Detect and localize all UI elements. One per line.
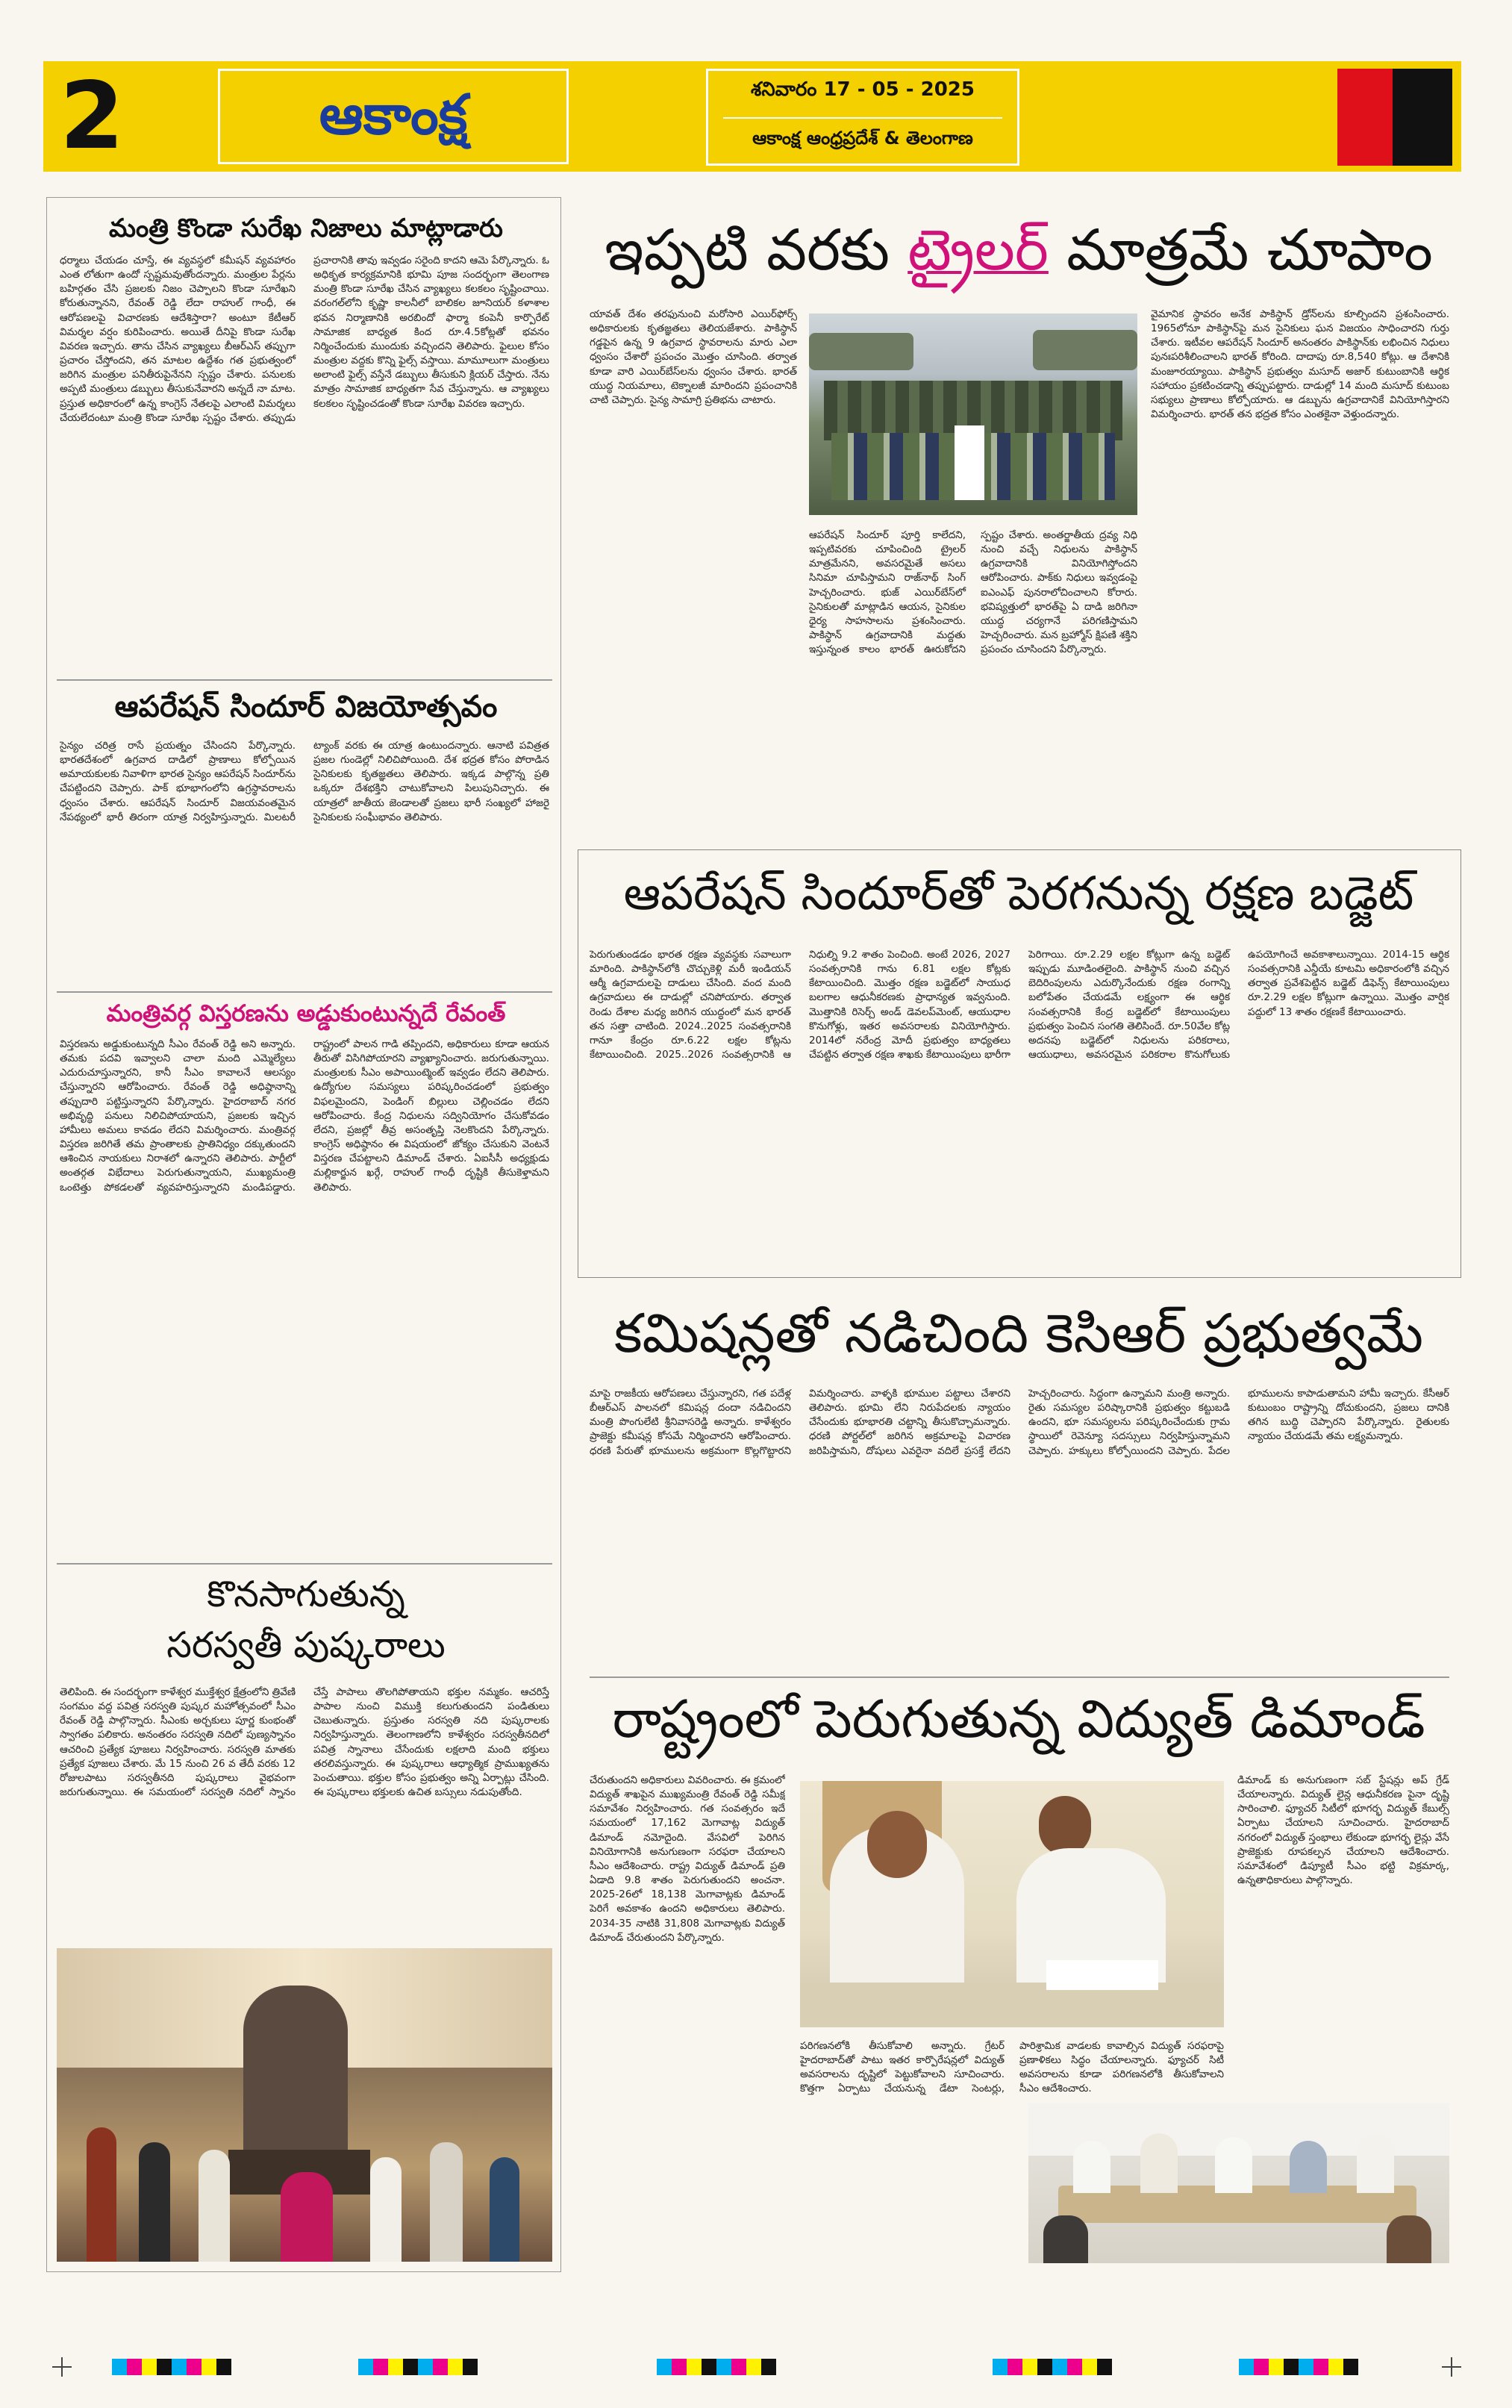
color-swatch (187, 2359, 202, 2375)
pushkaralu-photo (57, 1948, 552, 2262)
trailer-body-left: యావత్ దేశం తరఫునుంచి మరోసారి ఎయిర్‌ఫోర్స్ అధికారులకు కృతజ్ఞతలు తెలియజేశారు. పాకిస్థాన్ గడ్డపైన ఉన్న 9 ఉగ్రవాద స్థావరాలను మారు ఎలా ధ్వంసం చేశారో ప్రపంచం మొత్తం చూసింది. తర్వాత కూడా వారి ఎయిర్‌బేస్‌లను ధ్వంసం చేశారు. భారత్ యుద్ధ నియమాలు, టెక్నాలజీ మారిందని ప్రపంచానికి చాటి చెప్పారు. సైన్య సామాగ్రి ప్రతిభను చాటారు. (590, 308, 797, 406)
black-block (1393, 69, 1452, 166)
color-swatch (1269, 2359, 1284, 2375)
logo-text: ఆకాంక్ష (319, 83, 468, 147)
konda-headline: మంత్రి కొండా సురేఖ నిజాలు మాట్లాడారు (109, 213, 503, 243)
color-swatch (1313, 2359, 1328, 2375)
trailer-headline-part1: ఇప్పటి వరకు (605, 216, 908, 283)
trailer-body-mid: ఆపరేషన్ సిందూర్ పూర్తి కాలేదని, ఇప్పటివరకు చూపించింది ట్రైలర్ మాత్రమేనని, అవసరమైతే అసలు సినిమా చూపిస్తామని రాజ్‌నాథ్ సింగ్ హెచ్చరించారు. భుజ్ ఎయిర్‌బేస్‌లో సైనికులతో మాట్లాడిన ఆయన, సైనికుల ధైర్య సాహసాలను ప్రశంసించారు. పాకిస్థాన్ ఉగ్రవాదానికి మద్దతు ఇస్తున్నంత కాలం భారత్ ఊరుకోదని స్పష్టం చేశారు. అంతర్జాతీయ ద్రవ్య నిధి నుంచి వచ్చే నిధులను పాకిస్థాన్ ఉగ్రవాదానికి వినియోగిస్తోందని ఆరోపించారు. పాక్‌కు నిధులు ఇవ్వడంపై ఐఎంఎఫ్ పునరాలోచించాలని కోరారు. భవిష్యత్తులో భారత్‌పై ఏ దాడి జరిగినా యుద్ధ చర్యగానే పరిగణిస్తామని హెచ్చరించారు. మన బ్రహ్మోస్ క్షిపణి శక్తిని ప్రపంచం చూసిందని పేర్కొన్నారు. (809, 529, 1137, 656)
registration-mark (52, 2357, 72, 2377)
trailer-headline (575, 216, 1463, 297)
power-body-left: చేరుతుందని అధికారులు వివరించారు. ఈ క్రమంలో విద్యుత్ శాఖపైన ముఖ్యమంత్రి రేవంత్ రెడ్డి సమీక్ష సమావేశం నిర్వహించారు. గత సంవత్సరం ఇదే సమయంలో 17,162 మెగావాట్ల విద్యుత్ డిమాండ్ నమోదైంది. వేసవిలో పెరిగిన వినియోగానికి అనుగుణంగా సరఫరా చేయాలని సీఎం ఆదేశించారు. రాష్ట్ర విద్యుత్ డిమాండ్ ప్రతి ఏడాది 9.8 శాతం పెరుగుతుందని అంచనా. 2025-26లో 18,138 మెగావాట్లకు డిమాండ్ పెరిగే అవకాశం ఉందని అధికారులు తెలిపారు. 2034-35 నాటికి 31,808 మెగావాట్లకు విద్యుత్ డిమాండ్ చేరుతుందని పేర్కొన్నారు. (590, 1774, 785, 1944)
color-swatch (1067, 2359, 1082, 2375)
color-swatch (388, 2359, 403, 2375)
power-body-mid: పరిగణనలోకి తీసుకోవాలి అన్నారు. గ్రేటర్ హైదరాబాద్‌తో పాటు ఇతర కార్పొరేషన్లలో విద్యుత్ అవసరాలను దృష్టిలో పెట్టుకోవాలని సూచించారు. కొత్తగా ఏర్పాటు చేయనున్న డేటా సెంటర్లు, పారిశ్రామిక వాడలకు కావాల్సిన విద్యుత్ సరఫరాపై ప్రణాళికలు సిద్ధం చేయాలన్నారు. ఫ్యూచర్ సిటీ అవసరాలను కూడా పరిగణనలోకి తీసుకోవాలని సీఎం ఆదేశించారు. (800, 2040, 1224, 2095)
color-bar (993, 2359, 1112, 2375)
dateline-box (706, 69, 1019, 166)
color-swatch (993, 2359, 1008, 2375)
color-swatch (761, 2359, 776, 2375)
color-bar (112, 2359, 231, 2375)
trailer-photo (809, 314, 1137, 515)
pushkaralu-headline-line1: కొనసాగుతున్న (207, 1573, 405, 1615)
edition-line: ఆకాంక్ష ఆంధ్రప్రదేశ్ & తెలంగాణ (752, 128, 973, 149)
divider (57, 679, 552, 681)
color-swatch (216, 2359, 231, 2375)
meeting-photo (1028, 2103, 1449, 2263)
color-swatch (1097, 2359, 1112, 2375)
color-swatch (1254, 2359, 1269, 2375)
operation-celebration-headline: ఆపరేషన్ సిందూర్ విజయోత్సవం (114, 690, 498, 724)
color-swatch (1328, 2359, 1343, 2375)
color-swatch (448, 2359, 463, 2375)
power-photo (800, 1781, 1224, 2027)
color-swatch (687, 2359, 702, 2375)
kcr-body: మాపై రాజకీయ ఆరోపణలు చేస్తున్నారని, గత పదేళ్ల బీఆర్ఎస్ పాలనలో కమిషన్ల దందా నడిచిందని మంత్రి పొంగులేటి శ్రీనివాసరెడ్డి అన్నారు. కాళేశ్వరం ప్రాజెక్టు కమీషన్ల కోసమే నిర్మించారని ఆరోపించారు. ధరణి పేరుతో భూములను అక్రమంగా కొల్లగొట్టారని విమర్శించారు. వాళ్ళకి భూముల పట్టాలు చేశారని తెలిపారు. భూమి లేని నిరుపేదలకు న్యాయం చేసేందుకు భూభారతి చట్టాన్ని తీసుకొచ్చామన్నారు. ధరణి పోర్టల్‌లో జరిగిన అక్రమాలపై విచారణ జరిపిస్తామని, దోషులు ఎవరైనా వదిలే ప్రసక్తే లేదని హెచ్చరించారు. సిద్ధంగా ఉన్నామని మంత్రి అన్నారు. రైతు సమస్యల పరిష్కారానికి ప్రభుత్వం కట్టుబడి ఉందని, భూ సమస్యలను పరిష్కరించేందుకు గ్రామ స్థాయిలో రెవెన్యూ సదస్సులు నిర్వహిస్తున్నామని చెప్పారు. హక్కులు కోల్పోయిందని చెప్పారు. పేదల భూములను కాపాడుతామని హామీ ఇచ్చారు. కేసీఆర్ కుటుంబం రాష్ట్రాన్ని దోచుకుందని, ప్రజలు దానికి తగిన బుద్ధి చెప్పారని పేర్కొన్నారు. రైతులకు న్యాయం చేయడమే తమ లక్ష్యమన్నారు. (590, 1388, 1449, 1457)
date-line: శనివారం 17 - 05 - 2025 (751, 78, 975, 101)
color-swatch (1022, 2359, 1037, 2375)
color-swatch (1299, 2359, 1313, 2375)
color-swatch (403, 2359, 418, 2375)
trailer-headline-part3: మాత్రమే చూపాం (1048, 216, 1433, 283)
logo (218, 69, 569, 164)
color-bar (1239, 2359, 1358, 2375)
color-swatch (731, 2359, 746, 2375)
color-swatch (142, 2359, 157, 2375)
color-swatch (1008, 2359, 1022, 2375)
pushkaralu-headline-line2: సరస్వతీ పుష్కరాలు (166, 1624, 446, 1666)
color-swatch (1037, 2359, 1052, 2375)
color-swatch (672, 2359, 687, 2375)
color-swatch (157, 2359, 172, 2375)
divider (57, 991, 552, 993)
defense-headline: ఆపరేషన్ సిందూర్‌తో పెరగనున్న రక్షణ బడ్జెట్ (623, 866, 1414, 920)
color-swatch (1082, 2359, 1097, 2375)
color-swatch (1284, 2359, 1299, 2375)
color-swatch (127, 2359, 142, 2375)
color-swatch (418, 2359, 433, 2375)
power-headline: రాష్ట్రంలో పెరుగుతున్న విద్యుత్ డిమాండ్ (612, 1688, 1425, 1750)
trailer-headline-highlight: ట్రైలర్ (907, 216, 1049, 283)
color-swatch (1239, 2359, 1254, 2375)
page-number: 2 (60, 63, 125, 170)
color-swatch (358, 2359, 373, 2375)
color-bar (657, 2359, 776, 2375)
color-swatch (702, 2359, 716, 2375)
color-swatch (433, 2359, 448, 2375)
color-swatch (463, 2359, 478, 2375)
operation-celebration-body: సైన్యం చరిత్ర రాసే ప్రయత్నం చేసిందని పేర్కొన్నారు. భారతదేశంలో ఉగ్రవాద దాడిలో ప్రాణాలు కోల్పోయిన అమాయకులకు నివాళిగా భారత సైన్యం ఆపరేషన్ సిందూర్‌ను చేపట్టిందని చెప్పారు. పాక్ భూభాగంలోని ఉగ్రస్థావరాలను ధ్వంసం చేశారు. ఆపరేషన్ సిందూర్ విజయవంతమైన నేపథ్యంలో భారీ తిరంగా యాత్ర నిర్వహిస్తున్నారు. మిలటరీ ట్యాంక్ వరకు ఈ యాత్ర ఉంటుందన్నారు. ఆనాటి పవిత్రత ప్రజల గుండెల్లో నిలిచిపోయింది. దేశ భద్రత కోసం పోరాడిన సైనికులకు కృతజ్ఞతలు తెలిపారు. ఇక్కడ పాల్గొన్న ప్రతి ఒక్కరూ దేశభక్తిని చాటుకోవాలని పిలుపునిచ్చారు. ఈ యాత్రలో జాతీయ జెండాలతో ప్రజలు భారీ సంఖ్యలో హాజరై సైనికులకు సంఘీభావం తెలిపారు. (60, 740, 549, 823)
power-body-right: డిమాండ్ కు అనుగుణంగా సబ్ స్టేషన్లు అప్ గ్రేడ్ చేయాలన్నారు. విద్యుత్ లైన్ల ఆధునీకరణ పైనా దృష్టి సారించాలి. ఫ్యూచర్ సిటీలో భూగర్భ విద్యుత్ కేబుల్స్ ఏర్పాటు చేయాలని సూచించారు. హైదరాబాద్ నగరంలో విద్యుత్ స్తంభాలు లేకుండా భూగర్భ లైన్లు వేసే ప్రాజెక్టుకు రూపకల్పన చేయాలని ఆదేశించారు. సమావేశంలో డిప్యూటీ సీఎం భట్టి విక్రమార్క, ఉన్నతాధికారులు పాల్గొన్నారు. (1237, 1774, 1449, 1887)
color-swatch (657, 2359, 672, 2375)
konda-body: ధర్మాలు చేయడం చూస్తే, ఈ వ్యవస్థలో కమీషన్ వ్యవహారం ఎంత లోతుగా ఉందో స్పష్టమవుతోందన్నారు. మంత్రుల పేర్లను బహిర్గతం చేసి ప్రజలకు నిజం చెప్పాలని కొండా సూరేఖని కోరుతున్నానని, రేవంత్ రెడ్డి లేదా రాహుల్ గాంధీ, ఈ ఆరోపణలపై విచారణకు ఆదేశిస్తారా? అంటూ కేటీఆర్ విమర్శల వర్షం కురిపించారు. అయితే దీనిపై కొండా సురేఖ వివరణ ఇచ్చారు. తాను చేసిన వ్యాఖ్యలు బీఆర్ఎస్ తప్పుగా ప్రచారం చేస్తోందని, తన మాటల ఉద్దేశం గత ప్రభుత్వంలో జరిగిన మంత్రుల పనితీరుపైనేనని స్పష్టం చేశారు. పనులకు అప్పటి మంత్రులు డబ్బులు తీసుకునేవారని అన్నదే నా మాట. ప్రస్తుత అధికారంలో ఉన్న కాంగ్రెస్ నేతలపై ఎలాంటి విమర్శలు చేయలేదంటూ మంత్రి కొండా సూరేఖ స్పష్టం చేశారు. తప్పుడు ప్రచారానికి తావు ఇవ్వడం సరైంది కాదని ఆమె పేర్కొన్నారు. ఓ అధికృత కార్యక్రమానికి భూమి పూజ సందర్భంగా తెలంగాణ మంత్రి కొండా సూరేఖ చేసిన వ్యాఖ్యలు కలకలం సృష్టించాయి. వరంగల్‌లోని కృష్ణా కాలనీలో బాలికల జూనియర్ కళాశాల భవన నిర్మాణానికి అరబిందో ఫార్మా కంపెనీ కార్పొరేట్ సామాజిక బాధ్యత కింద రూ.4.5కోట్లతో భవనం నిర్మించేందుకు ముందుకు వచ్చిందని తెలిపారు. ఫైలుల కోసం మంత్రుల వద్దకు కొన్ని ఫైల్స్ వస్తాయి. మామూలుగా మంత్రులు అలాంటి ఫైల్స్ వస్తేనే డబ్బులు తీసుకుని క్లియర్ చేస్తారు. నేను మాత్రం సామాజిక బాధ్యతగా సేవ చేస్తున్నాను. ఆ వ్యాఖ్యలు కలకలం సృష్టించడంతో కొండా సూరేఖ వివరణ ఇచ్చారు. (60, 255, 549, 424)
registration-mark (1442, 2357, 1461, 2377)
color-swatch (112, 2359, 127, 2375)
color-swatch (172, 2359, 187, 2375)
color-swatch (716, 2359, 731, 2375)
divider (590, 1676, 1449, 1678)
color-swatch (746, 2359, 761, 2375)
defense-body: పెరుగుతుండడం భారత రక్షణ వ్యవస్థకు సవాలుగా మారింది. పాకిస్థాన్‌లోకి చొచ్చుకెళ్లి మరీ ఇండియన్ ఆర్మీ ఉగ్రవాదులపై దాడులు చేసింది. వంద మంది ఉగ్రవాదులు ఈ దాడుల్లో చనిపోయారు. తర్వాత రెండు దేశాల మధ్య జరిగిన యుద్ధంలో మన భారత్ తన సత్తా చాటింది. 2024..2025 సంవత్సరానికి గానూ కేంద్రం రూ.6.22 లక్షల కోట్లను కేటాయించింది. 2025..2026 సంవత్సరానికి ఆ నిధుల్ని 9.2 శాతం పెంచింది. అంటే 2026, 2027 సంవత్సరానికి గాను 6.81 లక్షల కోట్లకు కేటాయించింది. మొత్తం రక్షణ బడ్జెట్‌లో సాయుధ బలగాల ఆధునీకరణకు ప్రాధాన్యత ఇవ్వనుంది. మొత్తానికి రిసెర్చ్ అండ్ డెవలప్‌మెంట్, ఆయుధాల కొనుగోళ్లు, ఇతర అవసరాలకు వినియోగిస్తారు. 2014లో నరేంద్ర మోదీ ప్రభుత్వం బాధ్యతలు చేపట్టిన తర్వాత రక్షణ శాఖకు కేటాయింపులు భారీగా పెరిగాయి. రూ.2.29 లక్షల కోట్లుగా ఉన్న బడ్జెట్ ఇప్పుడు మూడింతలైంది. పాకిస్థాన్ నుంచి వచ్చిన బెదిరింపులను ఎదుర్కొనేందుకు రక్షణ రంగాన్ని బలోపేతం చేయడమే లక్ష్యంగా ఈ ఆర్థిక సంవత్సరానికి కేంద్ర బడ్జెట్‌లో కేటాయింపులు ప్రభుత్వం పెంచిన సంగతి తెలిసిందే. రూ.50వేల కోట్ల అదనపు బడ్జెట్‌లో నిధులను పరికరాలు, ఆయుధాలు, అవసరమైన పరికరాల కొనుగోలుకు ఉపయోగించే అవకాశాలున్నాయి. 2014-15 ఆర్థిక సంవత్సరానికి ఎన్డీయే కూటమి అధికారంలోకి వచ్చిన తర్వాత ప్రవేశపెట్టిన బడ్జెట్ డిఫెన్స్ కేటాయింపులు రూ.2.29 లక్షల కోట్లుగా ఉన్నాయి. మొత్తం వార్షిక పద్దులో 13 శాతం రక్షణకే కేటాయించారు. (590, 949, 1449, 1061)
red-block (1337, 69, 1393, 166)
revanth-headline: మంత్రివర్గ విస్తరణను అడ్డుకుంటున్నదే రేవంత్ (106, 1000, 506, 1027)
color-bar (358, 2359, 478, 2375)
color-swatch (1052, 2359, 1067, 2375)
color-swatch (373, 2359, 388, 2375)
revanth-body: విస్తరణను అడ్డుకుంటున్నది సీఎం రేవంత్ రెడ్డి అని అన్నారు. తమకు పదవి ఇవ్వాలని చాలా మంది ఎమ్మెల్యేలు ఎదురుచూస్తున్నారని, కానీ సీఎం కావాలనే ఆలస్యం చేస్తున్నారని ఆరోపించారు. రేవంత్ రెడ్డి అధిష్ఠానాన్ని తప్పుదారి పట్టిస్తున్నారని పేర్కొన్నారు. హైదరాబాద్ నగర అభివృద్ధి పనులు నిలిచిపోయాయని, ప్రజలకు ఇచ్చిన హామీలు అమలు కావడం లేదని విమర్శించారు. మంత్రివర్గ విస్తరణ జరిగితే తమ ప్రాంతాలకు ప్రాతినిధ్యం దక్కుతుందని ఆశించిన నాయకులు నిరాశలో ఉన్నారని తెలిపారు. పార్టీలో అంతర్గత విభేదాలు పెరుగుతున్నాయని, ముఖ్యమంత్రి ఒంటెత్తు పోకడలతో వ్యవహరిస్తున్నారని మండిపడ్డారు. రాష్ట్రంలో పాలన గాడి తప్పిందని, అధికారులు కూడా ఆయన తీరుతో విసిగిపోయారని వ్యాఖ్యానించారు. జరుగుతున్నాయి. మంత్రులకు సీఎం అపాయింట్మెంట్ ఇవ్వడం లేదని తెలిపారు. ఉద్యోగుల సమస్యలు పరిష్కరించడంలో ప్రభుత్వం విఫలమైందని, పెండింగ్ బిల్లులు చెల్లించడం లేదని ఆరోపించారు. కేంద్ర నిధులను సద్వినియోగం చేసుకోవడం లేదని, ప్రజల్లో తీవ్ర అసంతృప్తి నెలకొందని పేర్కొన్నారు. కాంగ్రెస్ అధిష్ఠానం ఈ విషయంలో జోక్యం చేసుకుని వెంటనే విస్తరణ చేపట్టాలని డిమాండ్ చేశారు. ఏఐసీసీ అధ్యక్షుడు మల్లికార్జున ఖర్గే, రాహుల్ గాంధీ దృష్టికి తీసుకెళ్తామని తెలిపారు. (60, 1038, 549, 1194)
kcr-headline: కమిషన్లతో నడిచింది కెసిఆర్ ప్రభుత్వమే (613, 1302, 1424, 1364)
trailer-body-right: వైమానిక స్థావరం అనేక పాకిస్థాన్ డ్రోన్‌లను కూల్చిందని ప్రశంసించారు. 1965లోనూ పాకిస్థాన్‌పై మన సైనికులు ఘన విజయం సాధించారని గుర్తు చేశారు. ఇటీవల ఆపరేషన్ సిందూర్ అనంతరం పాకిస్థాన్‌కు లభించిన నిధులు పునఃపరిశీలించాలని భారత్ కోరింది. దాదాపు రూ.8,540 కోట్లు. ఆ దేశానికి మంజూరయ్యాయి. పాకిస్థాన్ ప్రభుత్వం మసూద్ అజార్ కుటుంబానికి ఆర్థిక సహాయం ప్రకటించడాన్ని తప్పుపట్టారు. దాడుల్లో 14 మంది మసూద్ కుటుంబ సభ్యులు ప్రాణాలు కోల్పోయారు. ఆ డబ్బును ఉగ్రవాదానికే వినియోగిస్తారని విమర్శించారు. భారత్ తన భద్రత కోసం ఎంతకైనా వెళ్తుందన్నారు. (1151, 308, 1449, 421)
color-swatch (1343, 2359, 1358, 2375)
pushkaralu-body: తెలిపింది. ఈ సందర్భంగా కాళేశ్వర ముక్తేశ్వర క్షేత్రంలోని త్రివేణి సంగమం వద్ద పవిత్ర సరస్వతి పుష్కర మహోత్సవంలో సీఎం రేవంత్ రెడ్డి పాల్గొన్నారు. సీఎంకు అర్చకులు పూర్ణ కుంభంతో స్వాగతం పలికారు. అనంతరం సరస్వతి నదిలో పుణ్యస్నానం ఆచరించి ప్రత్యేక పూజలు నిర్వహించారు. సరస్వతి మాతకు ప్రత్యేక పూజలు చేశారు. మే 15 నుంచి 26 వ తేదీ వరకు 12 రోజులపాటు సరస్వతీనది పుష్కరాలు వైభవంగా జరుగుతున్నాయి. ఈ సమయంలో సరస్వతి నదిలో స్నానం చేస్తే పాపాలు తొలగిపోతాయని భక్తుల నమ్మకం. ఆచరిస్తే పాపాల నుంచి విముక్తి కలుగుతుందని పండితులు చెబుతున్నారు. ప్రస్తుతం సరస్వతి నది పుష్కరాలకు నిర్వహిస్తున్నారు. తెలంగాణలోని కాళేశ్వరం సరస్వతీనదిలో పవిత్ర స్నానాలు చేసేందుకు లక్షలాది మంది భక్తులు తరలివస్తున్నారు. ఈ పుష్కరాలు ఆధ్యాత్మిక ప్రాముఖ్యతను పెంచుతాయి. భక్తుల కోసం ప్రభుత్వం అన్ని ఏర్పాట్లు చేసింది. ఈ పుష్కరాలు భక్తులకు ఉచిత బస్సులు నడుపుతోంది. (60, 1686, 549, 1799)
divider (57, 1563, 552, 1565)
color-swatch (202, 2359, 216, 2375)
